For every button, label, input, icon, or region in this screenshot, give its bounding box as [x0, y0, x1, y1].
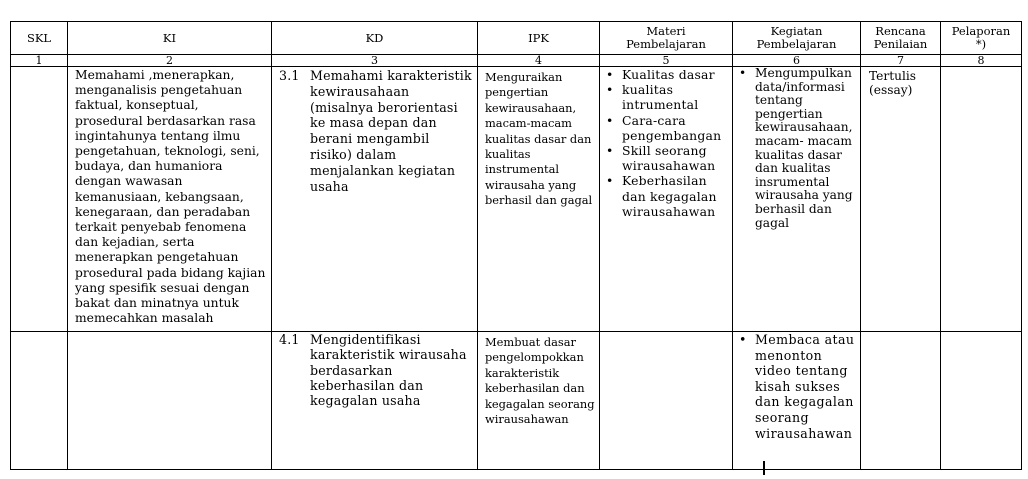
list-item: • Kualitas dasar: [600, 67, 732, 82]
column-number: 7: [861, 55, 941, 67]
rencana-text: Tertulis (essay): [869, 69, 917, 97]
materi-list: [600, 67, 732, 219]
list-item: • Cara-cara pengembangan: [600, 113, 732, 143]
header-kegiatan-label: Kegiatan Pembelajaran: [756, 24, 837, 51]
header-rencana-label: Rencana Penilaian: [873, 24, 928, 51]
kd-text: Mengidentifikasi karakteristik wirausaha berdasarkan keberhasilan dan kegagalan usaha: [310, 332, 467, 409]
kegiatan-list: [733, 332, 860, 441]
header-pelaporan-label: Pelaporan *): [951, 24, 1011, 51]
lesson-plan-table: [10, 21, 1022, 470]
column-number: 1: [11, 55, 68, 67]
header-materi-label: Materi Pembelajaran: [626, 24, 706, 51]
column-number-row: [11, 55, 1022, 67]
header-materi: [600, 22, 733, 55]
header-ki: KI: [68, 22, 272, 55]
list-item: • Keberhasilan dan kegagalan wirausahawan: [600, 173, 732, 219]
column-number: 4: [478, 55, 600, 67]
column-number: 2: [68, 55, 272, 67]
header-kegiatan: [733, 22, 861, 55]
skl-cell[interactable]: [11, 67, 68, 332]
header-kd: KD: [272, 22, 478, 55]
header-ipk: IPK: [478, 22, 600, 55]
kegiatan-cell[interactable]: [733, 332, 861, 470]
column-number: 6: [733, 55, 861, 67]
list-item: • kualitas intrumental: [600, 82, 732, 112]
kd-cell[interactable]: [272, 332, 478, 470]
table-row: [11, 332, 1022, 470]
list-item: • Mengumpulkan data/informasi tentang pengertian kewirausahaan, macam- macam kualitas dasar dan kualitas insrumental wirausaha yang berhasil dan gagal: [733, 67, 860, 230]
header-row: [11, 22, 1022, 55]
kd-number: 4.1: [279, 332, 300, 347]
pelaporan-cell[interactable]: [941, 332, 1022, 470]
text-cursor: [763, 461, 765, 475]
lesson-plan-sheet: [10, 21, 1022, 470]
ipk-cell[interactable]: [478, 332, 600, 470]
materi-cell[interactable]: [600, 332, 733, 470]
list-item: • Membaca atau menonton video tentang kisah sukses dan kegagalan seorang wirausahawan: [733, 332, 860, 441]
list-item: • Skill seorang wirausahawan: [600, 143, 732, 173]
pelaporan-cell[interactable]: [941, 67, 1022, 332]
kd-number: 3.1: [279, 68, 300, 83]
skl-cell[interactable]: [11, 332, 68, 470]
column-number: 5: [600, 55, 733, 67]
header-pelaporan: [941, 22, 1022, 55]
header-skl: SKL: [11, 22, 68, 55]
column-number: 8: [941, 55, 1022, 67]
ipk-text: Menguraikan pengertian kewirausahaan, macam-macam kualitas dasar dan kualitas instrumental wirausaha yang berhasil dan gagal: [485, 70, 593, 208]
ki-text: Memahami ,menerapkan, menganalisis pengetahuan faktual, konseptual, prosedural berdasarkan rasa ingintahunya tentang ilmu pengetahuan, teknologi, seni, budaya, dan humaniora dengan wawasan kemanusiaan, kebangsaan, kenegaraan, dan peradaban terkait penyebab fenomena dan kejadian, serta menerapkan pengetahuan prosedural pada bidang kajian yang spesifik sesuai dengan bakat dan minatnya untuk memecahkan masalah: [75, 68, 266, 326]
ki-cell[interactable]: [68, 67, 272, 332]
ki-cell[interactable]: [68, 332, 272, 470]
ipk-cell[interactable]: [478, 67, 600, 332]
rencana-cell[interactable]: [861, 332, 941, 470]
ipk-text: Membuat dasar pengelompokkan karakteristik keberhasilan dan kegagalan seorang wirausahawan: [485, 335, 595, 427]
rencana-cell[interactable]: [861, 67, 941, 332]
table-row: [11, 67, 1022, 332]
materi-cell[interactable]: [600, 67, 733, 332]
kd-cell[interactable]: [272, 67, 478, 332]
header-rencana: [861, 22, 941, 55]
kegiatan-cell[interactable]: [733, 67, 861, 332]
kegiatan-list: [733, 67, 860, 230]
column-number: 3: [272, 55, 478, 67]
kd-text: Memahami karakteristik kewirausahaan (misalnya berorientasi ke masa depan dan berani mengambil risiko) dalam menjalankan kegiatan usaha: [310, 68, 472, 194]
